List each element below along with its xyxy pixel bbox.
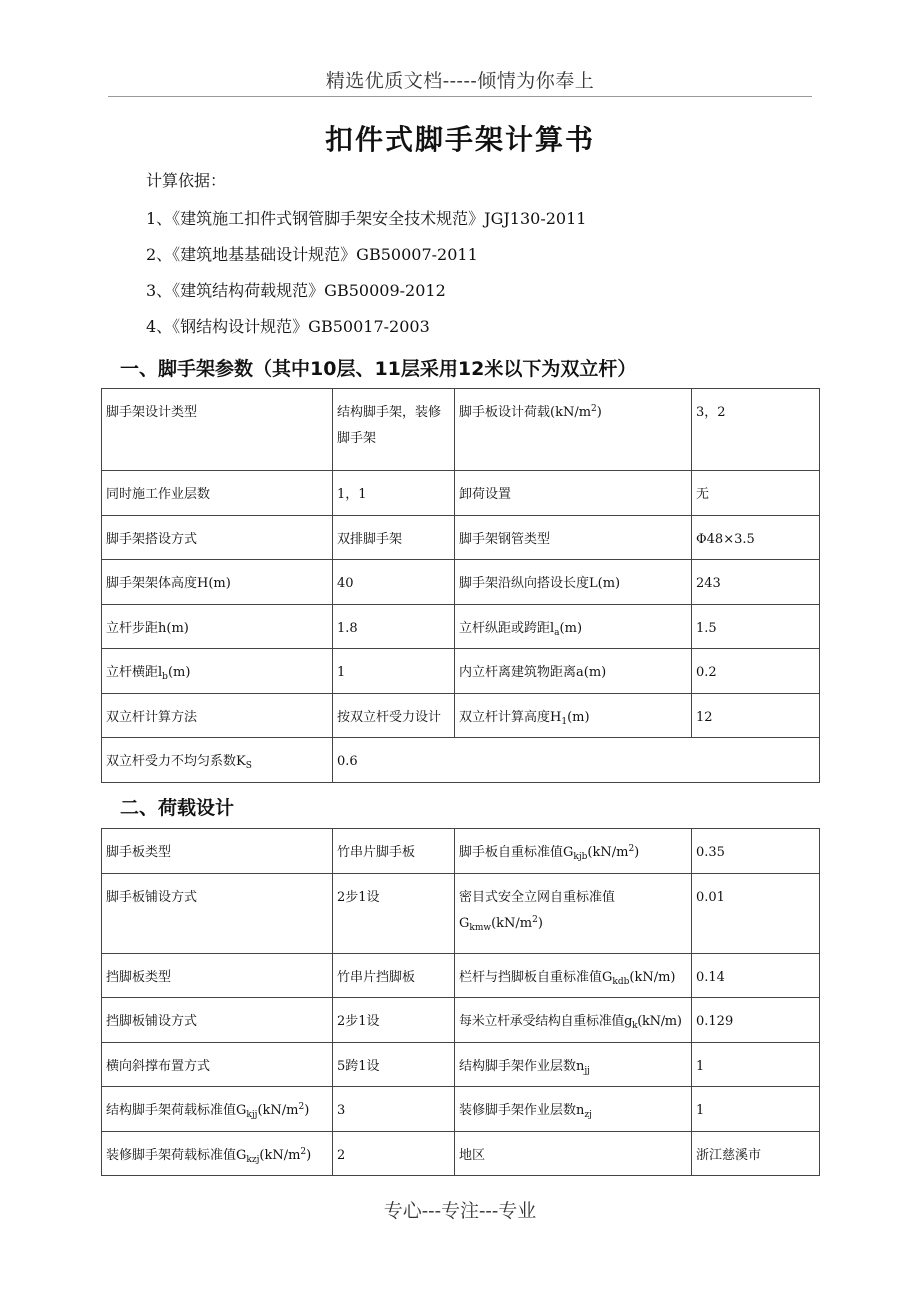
param-label: 栏杆与挡脚板自重标准值$G_{kdb}(kN/m)$ [455,954,692,998]
basis-item: 2、《建筑地基基础设计规范》GB50007-2011 [146,245,478,264]
table-row [102,1043,820,1087]
section-heading-loads: 二、荷载设计 [120,797,235,819]
param-label: 挡脚板铺设方式 [102,998,333,1043]
param-label: 结构脚手架荷载标准值$G_{kjj}(kN/m^2)$ [102,1087,333,1132]
param-value: 竹串片挡脚板 [333,954,455,998]
param-label: 脚手架搭设方式 [102,516,333,560]
header-divider [108,96,812,97]
param-value: 1 [333,649,455,694]
param-value: 2 [333,1132,455,1176]
param-value: 0.14 [692,954,820,998]
param-label: 脚手架架体高度H(m) [102,560,333,605]
param-value: 2步1设 [333,998,455,1043]
table-row [102,694,820,738]
param-value: 2步1设 [333,874,455,954]
table-row [102,516,820,560]
param-value: Φ48×3.5 [692,516,820,560]
param-label: 挡脚板类型 [102,954,333,998]
param-value: 1 [692,1043,820,1087]
param-label: 脚手板类型 [102,829,333,874]
param-value: 40 [333,560,455,605]
param-label: 脚手架钢管类型 [455,516,692,560]
table-row [102,738,820,783]
table-row [102,649,820,694]
param-value: 双排脚手架 [333,516,455,560]
table-row [102,1087,820,1132]
param-label: 脚手板自重标准值$G_{kjb}(kN/m^2)$ [455,829,692,874]
table-row [102,389,820,471]
table-row [102,998,820,1043]
param-label: 卸荷设置 [455,471,692,516]
param-label: 双立杆计算方法 [102,694,333,738]
basis-label: 计算依据： [146,171,227,190]
param-value: 1，1 [333,471,455,516]
param-label: 装修脚手架作业层数$n_{zj}$ [455,1087,692,1132]
param-label: 双立杆计算高度$H_1(m)$ [455,694,692,738]
param-label: 脚手板铺设方式 [102,874,333,954]
table-row [102,560,820,605]
param-label: 同时施工作业层数 [102,471,333,516]
param-value: 0.129 [692,998,820,1043]
param-value: 结构脚手架，装修脚手架 [333,389,455,471]
param-label: 每米立杆承受结构自重标准值$g_k(kN/m)$ [455,998,692,1043]
document-title: 扣件式脚手架计算书 [324,123,595,156]
param-label: 立杆纵距或跨距$l_a(m)$ [455,605,692,649]
param-label: 脚手架设计类型 [102,389,333,471]
basis-item: 1、《建筑施工扣件式钢管脚手架安全技术规范》JGJ130-2011 [146,209,587,228]
param-label: 地区 [455,1132,692,1176]
param-value: 1.8 [333,605,455,649]
section-heading-parameters: 一、脚手架参数（其中10层、11层采用12米以下为双立杆） [120,358,637,380]
scaffold-parameters-table [101,388,820,783]
page-footer: 专心---专注---专业 [383,1200,537,1222]
param-value: 竹串片脚手板 [333,829,455,874]
basis-item: 4、《钢结构设计规范》GB50017-2003 [146,317,430,336]
param-label: 内立杆离建筑物距离a(m) [455,649,692,694]
param-label: 脚手板设计荷载$(kN/m^2)$ [455,389,692,471]
param-value: 按双立杆受力设计 [333,694,455,738]
param-value: 0.6 [333,738,820,783]
load-design-table [101,828,820,1176]
param-value: 5跨1设 [333,1043,455,1087]
param-value: 0.2 [692,649,820,694]
param-label: 立杆步距h(m) [102,605,333,649]
param-value: 1.5 [692,605,820,649]
table-row [102,471,820,516]
table-row [102,874,820,954]
table-row [102,954,820,998]
param-value: 无 [692,471,820,516]
param-label: 横向斜撑布置方式 [102,1043,333,1087]
param-label: 密目式安全立网自重标准值 $G_{kmw}(kN/m^2)$ [455,874,692,954]
param-label: 装修脚手架荷载标准值$G_{kzj}(kN/m^2)$ [102,1132,333,1176]
param-value: 3 [333,1087,455,1132]
param-value: 3，2 [692,389,820,471]
param-value: 12 [692,694,820,738]
param-label: 脚手架沿纵向搭设长度L(m) [455,560,692,605]
basis-item: 3、《建筑结构荷载规范》GB50009-2012 [146,281,446,300]
param-label: 结构脚手架作业层数$n_{jj}$ [455,1043,692,1087]
param-value: 0.35 [692,829,820,874]
page-header: 精选优质文档-----倾情为你奉上 [325,70,595,92]
param-value: 243 [692,560,820,605]
table-row [102,829,820,874]
param-value: 浙江慈溪市 [692,1132,820,1176]
param-label: 立杆横距$l_b(m)$ [102,649,333,694]
table-row [102,1132,820,1176]
param-value: 1 [692,1087,820,1132]
param-label: 双立杆受力不均匀系数$K_S$ [102,738,333,783]
table-row [102,605,820,649]
param-value: 0.01 [692,874,820,954]
